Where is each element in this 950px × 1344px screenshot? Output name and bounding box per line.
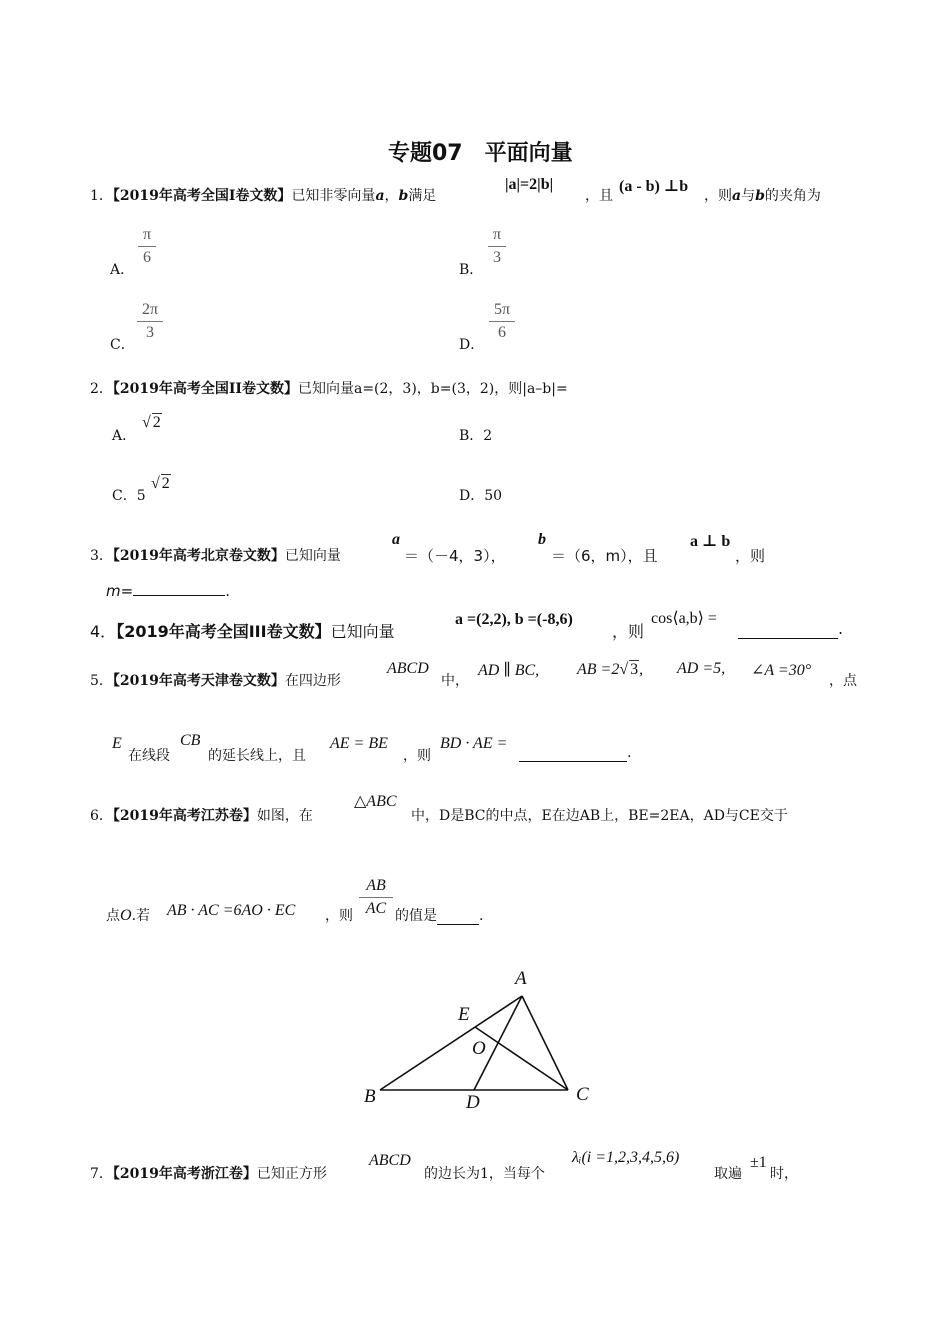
q3-text-4: ，则	[735, 547, 766, 565]
q2-option-a-value: √ 2	[142, 414, 161, 431]
q6-ratio-fraction	[359, 877, 393, 918]
q3-m-label: m=	[106, 582, 134, 600]
label-b: B	[364, 1086, 376, 1107]
q6-equation: AB · AC =6AO · EC	[167, 902, 296, 919]
question-3	[90, 545, 341, 565]
q6-text-3: 点	[106, 908, 120, 924]
q1-number: 1．	[90, 188, 113, 204]
q1-text-6: 的夹角为	[764, 188, 821, 204]
q2-source: 【2019年高考全国II卷文数】	[112, 381, 298, 397]
q6-tail	[395, 905, 483, 925]
q1-tail	[704, 185, 821, 205]
q4-text-1: 已知向量	[330, 622, 395, 641]
q6-text-2: 中，D是BC的中点，E在边AB上，BE=2EA，AD与CE交于	[411, 808, 788, 824]
q1-source: 【2019年高考全国I卷文数】	[112, 188, 292, 204]
side-ba	[380, 996, 522, 1090]
q5-number: 5．	[90, 673, 113, 689]
page-title: 专题07 平面向量	[388, 141, 573, 166]
fraction-denominator: 6	[143, 249, 151, 266]
q5-text-6: ，则	[403, 748, 431, 764]
question-7	[90, 1163, 327, 1183]
question-4	[90, 619, 395, 642]
answer-blank[interactable]	[519, 745, 627, 762]
q5-cond-angle: ∠A =30°	[751, 662, 812, 679]
vector-b: b	[755, 188, 765, 204]
label-d: D	[466, 1092, 480, 1112]
q6-text-6: 的值是	[395, 908, 437, 924]
q3-text-1: 已知向量	[284, 548, 341, 564]
q7-source: 【2019年高考浙江卷】	[112, 1166, 257, 1182]
radicand: 2	[161, 475, 170, 492]
q2-option-c-label: C．5	[112, 488, 146, 504]
segment-ec	[475, 1027, 568, 1090]
q1-option-c-label: C．	[110, 337, 135, 353]
q6-triangle: △ABC	[354, 793, 397, 810]
q2-number: 2．	[90, 381, 113, 397]
q4-answer	[738, 619, 843, 639]
q6-point-o: O	[120, 907, 132, 924]
q5-text-5: 的延长线上，且	[208, 748, 306, 764]
q4-text-2: ，则	[612, 622, 645, 641]
fraction-denominator: 6	[498, 324, 506, 341]
q2-option-b: B．2	[459, 428, 493, 444]
q6-line2	[106, 905, 150, 925]
q5-ab-eq: AB =2	[577, 661, 620, 678]
q1-option-a-label: A．	[110, 262, 135, 278]
answer-blank[interactable]	[133, 595, 225, 596]
vector-a: a	[375, 188, 385, 204]
q5-text-4: 在线段	[128, 748, 170, 764]
radicand: 3	[630, 661, 639, 678]
fraction-numerator: π	[138, 226, 156, 247]
q6-text-4: .若	[131, 908, 151, 924]
label-o: O	[472, 1038, 486, 1059]
answer-blank[interactable]	[437, 908, 479, 925]
fraction-denominator: AC	[365, 900, 387, 917]
q5-cond-ad: AD =5,	[677, 660, 726, 677]
q3-text-2: ＝（－4，3），	[404, 547, 506, 565]
fraction-denominator: 3	[493, 249, 501, 266]
q3-text-3: ＝（6，m），且	[551, 547, 658, 565]
q6-period: .	[479, 908, 484, 924]
question-2	[90, 378, 568, 398]
q1-option-d-fraction	[489, 301, 515, 342]
q3-answer-line	[106, 582, 230, 600]
answer-blank[interactable]	[738, 619, 838, 639]
q1-perp: (a - b) ⊥b	[619, 178, 689, 195]
q2-option-a-label: A．	[112, 428, 137, 444]
question-6	[90, 805, 313, 825]
q6-source: 【2019年高考江苏卷】	[112, 808, 257, 824]
q4-cosine: cos⟨a,b⟩ =	[651, 610, 717, 627]
q1-option-b-fraction	[488, 226, 506, 267]
q4-source: 【2019年高考全国III卷文数】	[116, 622, 331, 641]
q1-text-1: 已知非零向量	[291, 188, 376, 204]
q7-square: ABCD	[369, 1152, 411, 1169]
q2-option-d: D．50	[459, 488, 503, 504]
q1-option-c-fraction	[137, 301, 163, 342]
vector-b: b	[398, 188, 409, 204]
side-ac	[522, 996, 568, 1090]
q7-lambda: λᵢ(i =1,2,3,4,5,6)	[572, 1149, 680, 1166]
question-1	[90, 185, 436, 205]
q5-text-2: 中，	[441, 673, 469, 689]
label-e: E	[458, 1004, 470, 1025]
q7-text-2: 的边长为1，当每个	[424, 1166, 545, 1182]
fraction-numerator: π	[488, 226, 506, 247]
q3-perp: a ⊥ b	[690, 533, 731, 550]
q1-option-a-fraction	[138, 226, 156, 267]
q5-answer	[519, 745, 631, 762]
q5-quad: ABCD	[387, 660, 429, 677]
q1-text-3: ，且	[585, 188, 613, 204]
q6-text-1: 如图，在	[256, 808, 313, 824]
q7-text-1: 已知正方形	[256, 1166, 327, 1182]
q1-condition: |a|=2|b|	[505, 176, 554, 193]
q3-number: 3．	[90, 548, 113, 564]
q5-equation: AE = BE	[330, 735, 388, 752]
q7-plus-minus: ±1	[750, 1154, 767, 1171]
fraction-numerator: 2π	[137, 301, 163, 322]
q4-vectors: a =(2,2), b =(-8,6)	[455, 611, 573, 628]
q6-number: 6．	[90, 808, 113, 824]
question-5	[90, 670, 341, 690]
triangle-figure	[360, 962, 600, 1112]
q3-period: .	[225, 582, 230, 600]
q5-point-e: E	[112, 735, 122, 752]
q5-segment-cb: CB	[180, 732, 201, 749]
q4-number: 4．	[90, 622, 117, 641]
label-a: A	[515, 968, 527, 989]
q1-comma: ，	[384, 188, 399, 204]
q1-option-b-label: B．	[459, 262, 484, 278]
q5-text-3: ，点	[829, 673, 857, 689]
fraction-numerator: 5π	[489, 301, 515, 322]
q4-period: .	[838, 619, 844, 638]
q1-text-4: ，则	[704, 188, 732, 204]
q7-number: 7．	[90, 1166, 113, 1182]
q3-source: 【2019年高考北京卷文数】	[112, 548, 285, 564]
fraction-numerator: AB	[359, 877, 393, 898]
q5-expression: BD · AE =	[440, 735, 508, 752]
fraction-denominator: 3	[146, 324, 154, 341]
vector-b: b	[538, 531, 546, 548]
q5-cond-parallel: AD ∥ BC,	[478, 662, 540, 679]
q5-comma: ,	[639, 661, 644, 678]
q5-source: 【2019年高考天津卷文数】	[112, 673, 285, 689]
q1-text-2: 满足	[408, 188, 437, 204]
q7-text-3: 取遍	[714, 1166, 742, 1182]
q5-period: .	[627, 745, 632, 761]
q6-text-5: ，则	[325, 908, 353, 924]
q1-text-5: 与	[741, 188, 756, 204]
label-c: C	[576, 1084, 589, 1105]
vector-a: a	[732, 188, 742, 204]
radicand: 2	[152, 414, 161, 431]
vector-a: a	[392, 531, 400, 548]
q5-text-1: 在四边形	[284, 673, 341, 689]
q2-option-c-value: √ 2	[151, 475, 170, 492]
q5-cond-ab: AB =2√ 3,	[577, 661, 644, 678]
q2-text: 已知向量a=(2，3)，b=(3，2)，则|a–b|=	[297, 381, 568, 397]
q7-text-4: 时，	[770, 1166, 798, 1182]
q1-option-d-label: D．	[459, 337, 485, 353]
